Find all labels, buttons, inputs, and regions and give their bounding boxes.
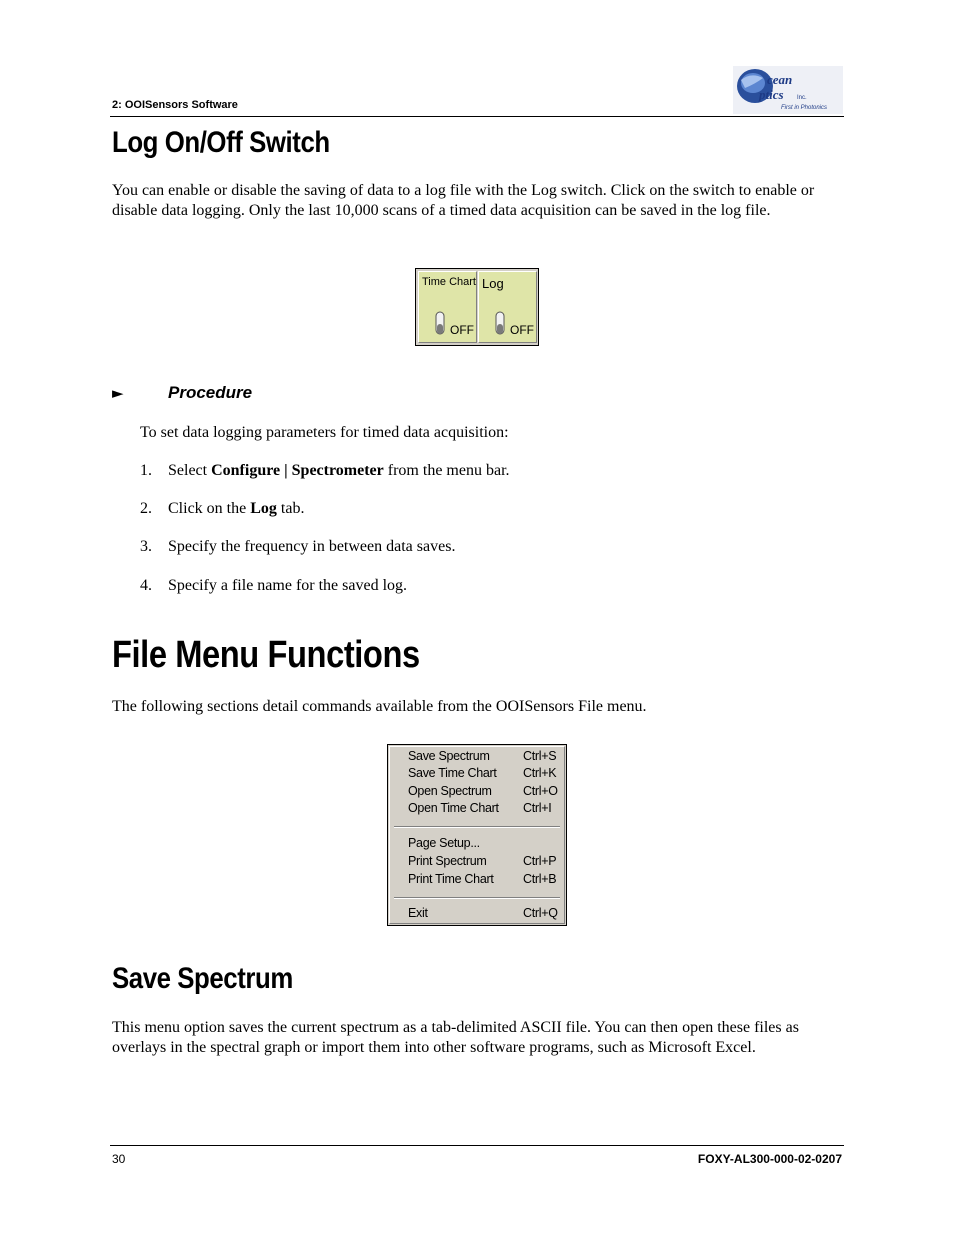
procedure-arrow-icon: ► <box>112 384 124 402</box>
time-chart-switch-label: Time Chart <box>422 276 476 288</box>
procedure-step <box>140 462 510 480</box>
menu-item-page-setup[interactable] <box>408 836 558 853</box>
menu-item-exit[interactable] <box>408 906 558 923</box>
toggle-lever-icon <box>435 310 445 336</box>
step-text: Select <box>168 462 212 479</box>
log-switch-paragraph: You can enable or disable the saving of data to a log file with the Log switch. Click on the switch to enable or disable data logging. Only the last 10,000 scans of a timed data acquisition can be saved in the log file. <box>112 182 815 219</box>
menu-item-open-spectrum[interactable] <box>408 784 558 801</box>
logo-text-1: cean <box>767 72 793 87</box>
procedure-step <box>140 538 455 556</box>
step-text-end: from the menu bar. <box>383 462 510 479</box>
page-number: 30 <box>112 1152 126 1166</box>
menu-item-shortcut: Ctrl+O <box>523 784 558 798</box>
menu-item-shortcut: Ctrl+Q <box>523 906 558 920</box>
step-text: Specify a file name for the saved log. <box>168 577 408 594</box>
document-id: FOXY-AL300-000-02-0207 <box>697 1152 842 1166</box>
menu-item-shortcut: Ctrl+B <box>523 872 557 886</box>
menu-item-label: Exit <box>408 906 428 920</box>
logo-suffix: Inc. <box>797 95 807 101</box>
menu-item-label: Save Spectrum <box>408 749 490 763</box>
log-switch-state: OFF <box>510 323 534 337</box>
step-bold-text: Configure | Spectrometer <box>211 462 384 479</box>
running-header: 2: OOISensors Software <box>112 99 238 111</box>
menu-item-label: Print Time Chart <box>408 872 494 886</box>
menu-item-label: Open Time Chart <box>408 801 499 815</box>
menu-item-shortcut: Ctrl+P <box>523 854 557 868</box>
procedure-intro: To set data logging parameters for timed data acquisition: <box>140 424 509 441</box>
menu-item-shortcut: Ctrl+I <box>523 801 552 815</box>
log-switch-label: Log <box>482 276 504 291</box>
procedure-heading: Procedure <box>168 383 253 402</box>
procedure-step <box>140 500 304 518</box>
logo-text-2: ptics <box>759 87 784 102</box>
file-menu-paragraph: The following sections detail commands available from the OOISensors File menu. <box>112 698 647 715</box>
menu-item-save-spectrum[interactable] <box>408 749 558 766</box>
log-switch[interactable] <box>478 271 537 343</box>
step-text: Click on the <box>168 500 251 517</box>
step-number: 3. <box>140 538 152 555</box>
menu-item-label: Page Setup... <box>408 836 480 850</box>
footer-rule <box>110 1145 844 1146</box>
procedure-step <box>140 577 407 595</box>
switch-panel-image <box>415 268 539 346</box>
ocean-optics-logo <box>733 66 843 114</box>
menu-separator <box>394 826 560 828</box>
menu-separator <box>394 897 560 899</box>
time-chart-switch-state: OFF <box>450 323 474 337</box>
step-number: 4. <box>140 577 152 594</box>
menu-item-label: Open Spectrum <box>408 784 492 798</box>
step-text-end: tab. <box>276 500 305 517</box>
logo-tagline: First in Photonics <box>781 105 828 111</box>
save-spectrum-heading: Save Spectrum <box>112 962 293 995</box>
menu-item-label: Print Spectrum <box>408 854 487 868</box>
menu-item-save-time-chart[interactable] <box>408 766 558 783</box>
step-bold-text: Log <box>250 500 277 517</box>
step-number: 1. <box>140 462 152 479</box>
save-spectrum-paragraph: This menu option saves the current spectrum as a tab-delimited ASCII file. You can then open these files as overlays in the spectral graph or import them into other software programs, such as Microsoft Excel. <box>112 1019 799 1056</box>
menu-item-label: Save Time Chart <box>408 766 497 780</box>
menu-item-shortcut: Ctrl+K <box>523 766 557 780</box>
file-menu-heading: File Menu Functions <box>112 634 420 676</box>
time-chart-switch[interactable] <box>418 271 477 343</box>
log-switch-heading: Log On/Off Switch <box>112 126 330 159</box>
header-rule <box>110 116 844 117</box>
step-text: Specify the frequency in between data saves. <box>168 538 456 555</box>
menu-item-print-spectrum[interactable] <box>408 854 558 871</box>
step-number: 2. <box>140 500 152 517</box>
toggle-lever-icon <box>495 310 505 336</box>
menu-item-print-time-chart[interactable] <box>408 872 558 889</box>
menu-item-open-time-chart[interactable] <box>408 801 558 818</box>
menu-item-shortcut: Ctrl+S <box>523 749 557 763</box>
file-menu-image <box>387 744 567 926</box>
